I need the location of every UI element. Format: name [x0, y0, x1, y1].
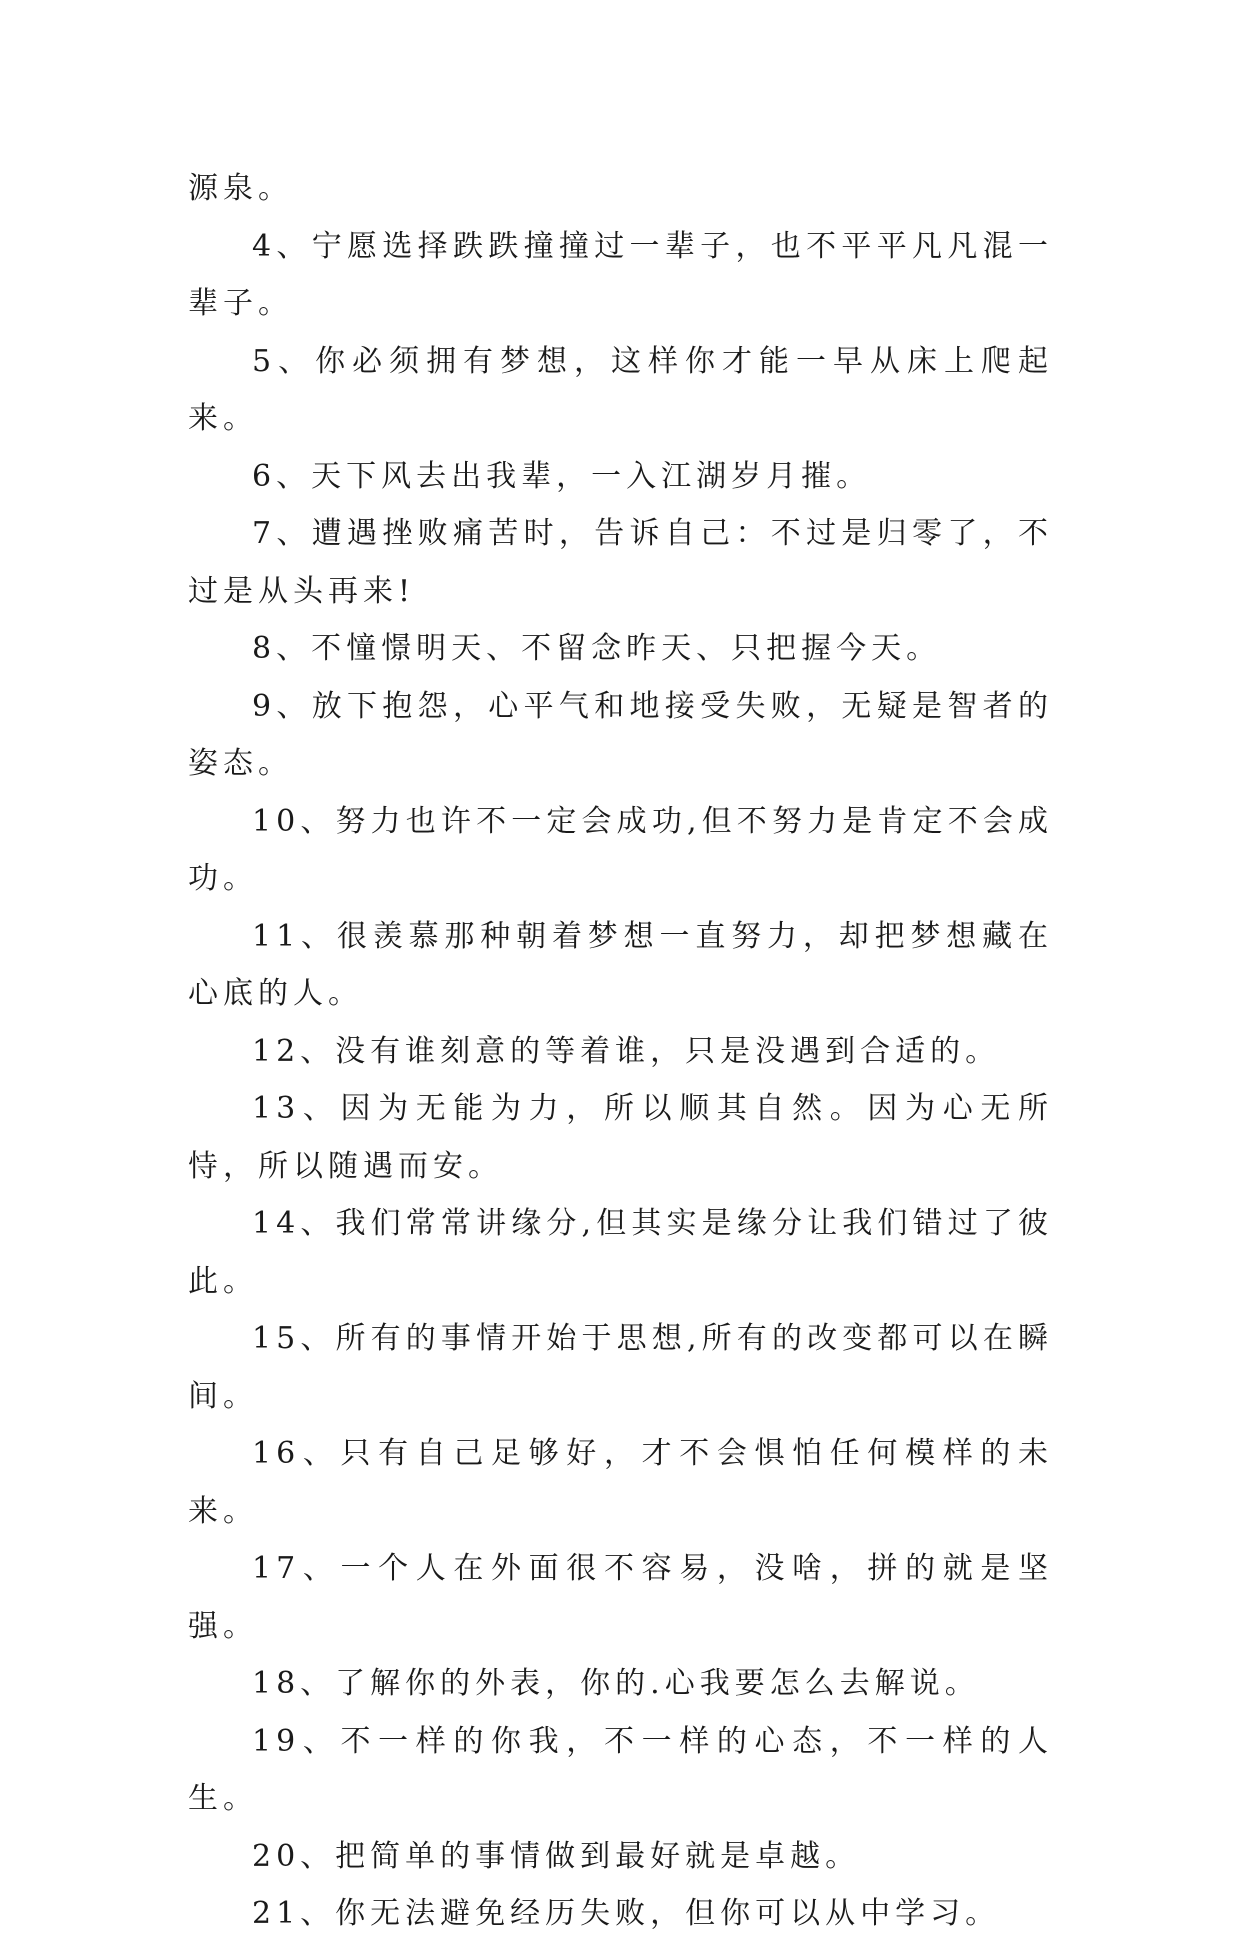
document-body — [188, 160, 1053, 1943]
paragraph-continuation: 源泉。 — [188, 171, 293, 206]
quote-item-6: 6、天下风去出我辈，一入江湖岁月摧。 — [252, 458, 872, 494]
quote-item-8: 8、不憧憬明天、不留念昨天、只把握今天。 — [252, 631, 942, 666]
quote-item-7: 7、遭遇挫败痛苦时，告诉自己：不过是归零了，不过是从头再来! — [188, 516, 1053, 609]
quote-item-14: 14、我们常常讲缘分,但其实是缘分让我们错过了彼此。 — [188, 1206, 1053, 1299]
quote-item-10: 10、努力也许不一定会成功,但不努力是肯定不会成功。 — [188, 803, 1053, 896]
quote-item-15: 15、所有的事情开始于思想,所有的改变都可以在瞬间。 — [188, 1321, 1053, 1414]
quote-item-19: 19、不一样的你我，不一样的心态，不一样的人生。 — [188, 1723, 1053, 1816]
quote-item-16: 16、只有自己足够好，才不会惧怕任何模样的未来。 — [188, 1436, 1053, 1529]
quote-item-17: 17、一个人在外面很不容易，没啥，拼的就是坚强。 — [188, 1551, 1053, 1644]
quote-item-20: 20、把简单的事情做到最好就是卓越。 — [252, 1838, 861, 1874]
quote-item-5: 5、你必须拥有梦想，这样你才能一早从床上爬起来。 — [188, 343, 1053, 436]
quote-item-21: 21、你无法避免经历失败，但你可以从中学习。 — [252, 1896, 1001, 1931]
quote-item-12: 12、没有谁刻意的等着谁，只是没遇到合适的。 — [252, 1033, 1001, 1069]
quote-item-18: 18、了解你的外表，你的.心我要怎么去解说。 — [252, 1666, 980, 1701]
quote-item-11: 11、很羡慕那种朝着梦想一直努力，却把梦想藏在心底的人。 — [188, 918, 1053, 1011]
quote-item-9: 9、放下抱怨，心平气和地接受失败，无疑是智者的姿态。 — [188, 688, 1053, 781]
quote-item-13: 13、因为无能为力，所以顺其自然。因为心无所恃，所以随遇而安。 — [188, 1091, 1053, 1184]
quote-item-4: 4、宁愿选择跌跌撞撞过一辈子，也不平平凡凡混一辈子。 — [188, 228, 1053, 321]
